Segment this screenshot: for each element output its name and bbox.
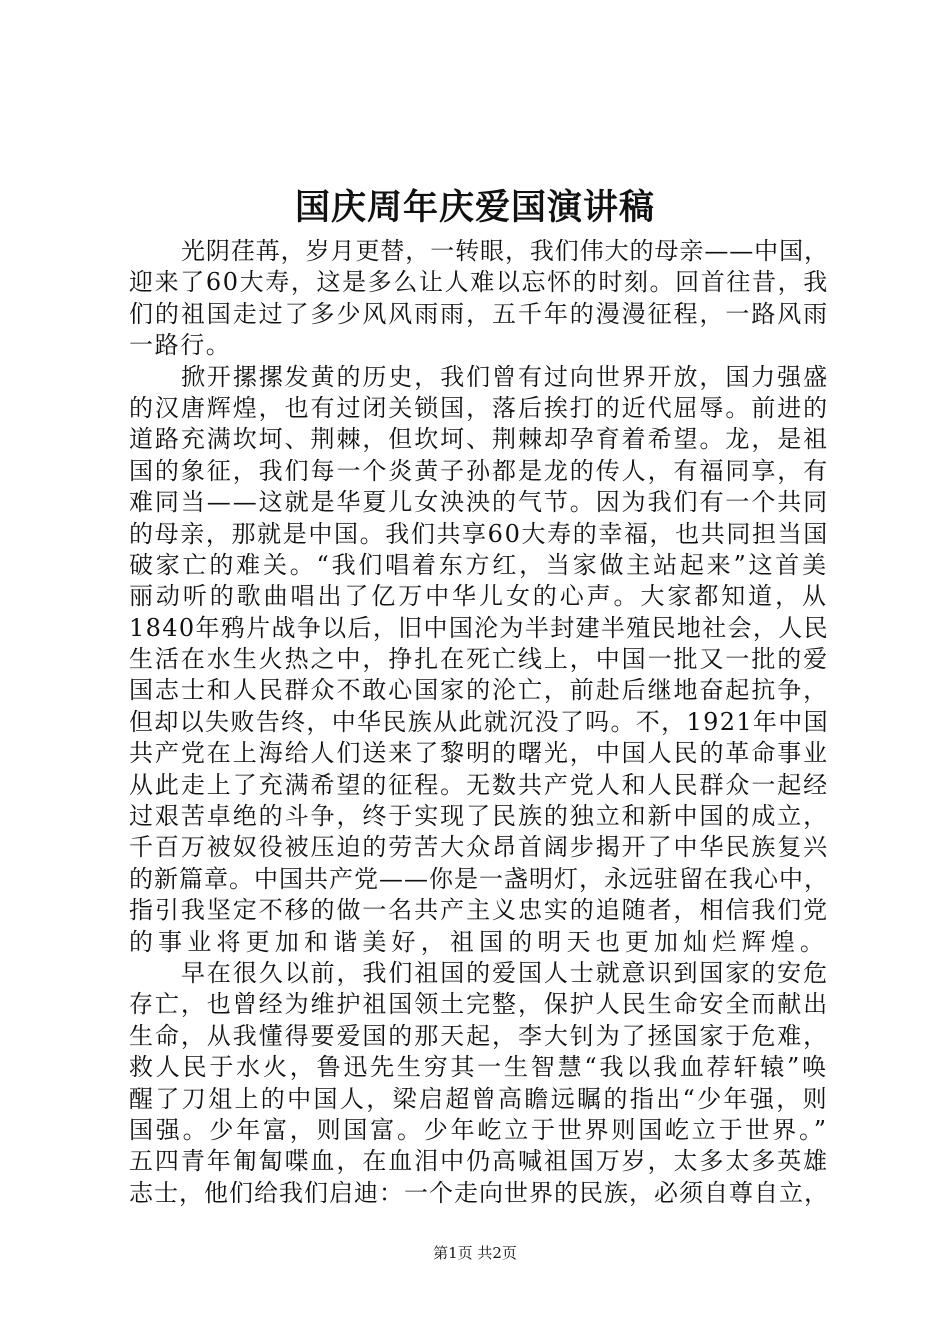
text-line: 破家亡的难关。“我们唱着东方红，当家做主站起来”这首美 (129, 550, 829, 579)
text-line: 的汉唐辉煌，也有过闭关锁国，落后挨打的近代屈辱。前进的 (129, 393, 830, 422)
text-line: 生活在水生火热之中，挣扎在死亡线上，中国一批又一批的爱 (129, 645, 830, 674)
text-line: 救人民于水火，鲁迅先生穷其一生智慧“我以我血荐轩辕”唤 (129, 1053, 829, 1082)
text-line: 过艰苦卓绝的斗争，终于实现了民族的独立和新中国的成立， (129, 802, 830, 831)
text-line: 道路充满坎坷、荆棘，但坎坷、荆棘却孕育着希望。龙，是祖 (129, 425, 830, 454)
text-line: 但却以失败告终，中华民族从此就沉没了吗。不，1921年中国 (129, 707, 829, 736)
text-line: 生命，从我懂得要爱国的那天起，李大钊为了拯国家于危难， (129, 1021, 830, 1050)
page-title: 国庆周年庆爱国演讲稿 (294, 187, 655, 228)
text-line: 们的祖国走过了多少风风雨雨，五千年的漫漫征程，一路风雨 (129, 299, 830, 328)
text-line: 千百万被奴役被压迫的劳苦大众昂首阔步揭开了中华民族复兴 (129, 833, 830, 862)
text-line: 难同当——这就是华夏儿女泱泱的气节。因为我们有一个共同 (129, 488, 830, 517)
text-line: 从此走上了充满希望的征程。无数共产党人和人民群众一起经 (129, 770, 830, 799)
text-line: 的新篇章。中国共产党——你是一盏明灯，永远驻留在我心中， (129, 864, 829, 893)
text-line: 国志士和人民群众不敢心国家的沦亡，前赴后继地奋起抗争， (129, 676, 830, 705)
page-footer: 第1页 共2页 (433, 1244, 517, 1262)
text-line: 掀开摞摞发黄的历史，我们曾有过向世界开放，国力强盛 (181, 362, 829, 391)
text-line: 的事业将更加和谐美好，祖国的明天也更加灿烂辉煌。 (129, 927, 830, 956)
text-line: 国的象征，我们每一个炎黄子孙都是龙的传人，有福同享，有 (129, 456, 830, 485)
text-line: 一路行。 (129, 331, 232, 360)
text-line: 醒了刀俎上的中国人，梁启超曾高瞻远瞩的指出“少年强，则 (129, 1084, 829, 1113)
text-line: 早在很久以前，我们祖国的爱国人士就意识到国家的安危 (181, 958, 829, 987)
text-line: 1840年鸦片战争以后，旧中国沦为半封建半殖民地社会，人民 (129, 613, 829, 642)
text-line: 五四青年匍匐喋血，在血泪中仍高喊祖国万岁，太多太多英雄 (129, 1147, 830, 1176)
text-line: 光阴荏苒，岁月更替，一转眼，我们伟大的母亲——中国， (181, 237, 829, 265)
text-line: 的母亲，那就是中国。我们共享60大寿的幸福，也共同担当国 (129, 519, 829, 548)
text-line: 丽动听的歌曲唱出了亿万中华儿女的心声。大家都知道，从 (129, 582, 829, 611)
text-line: 存亡，也曾经为维护祖国领土完整，保护人民生命安全而献出 (129, 990, 830, 1019)
text-line: 共产党在上海给人们送来了黎明的曙光，中国人民的革命事业 (129, 739, 830, 768)
text-line: 国强。少年富，则国富。少年屹立于世界则国屹立于世界。” (129, 1115, 829, 1144)
text-line: 指引我坚定不移的做一名共产主义忠实的追随者，相信我们党 (129, 896, 830, 925)
text-line: 志士，他们给我们启迪：一个走向世界的民族，必须自尊自立， (129, 1178, 829, 1207)
text-line: 迎来了60大寿，这是多么让人难以忘怀的时刻。回首往昔，我 (129, 268, 829, 297)
document-body (129, 236, 829, 1209)
